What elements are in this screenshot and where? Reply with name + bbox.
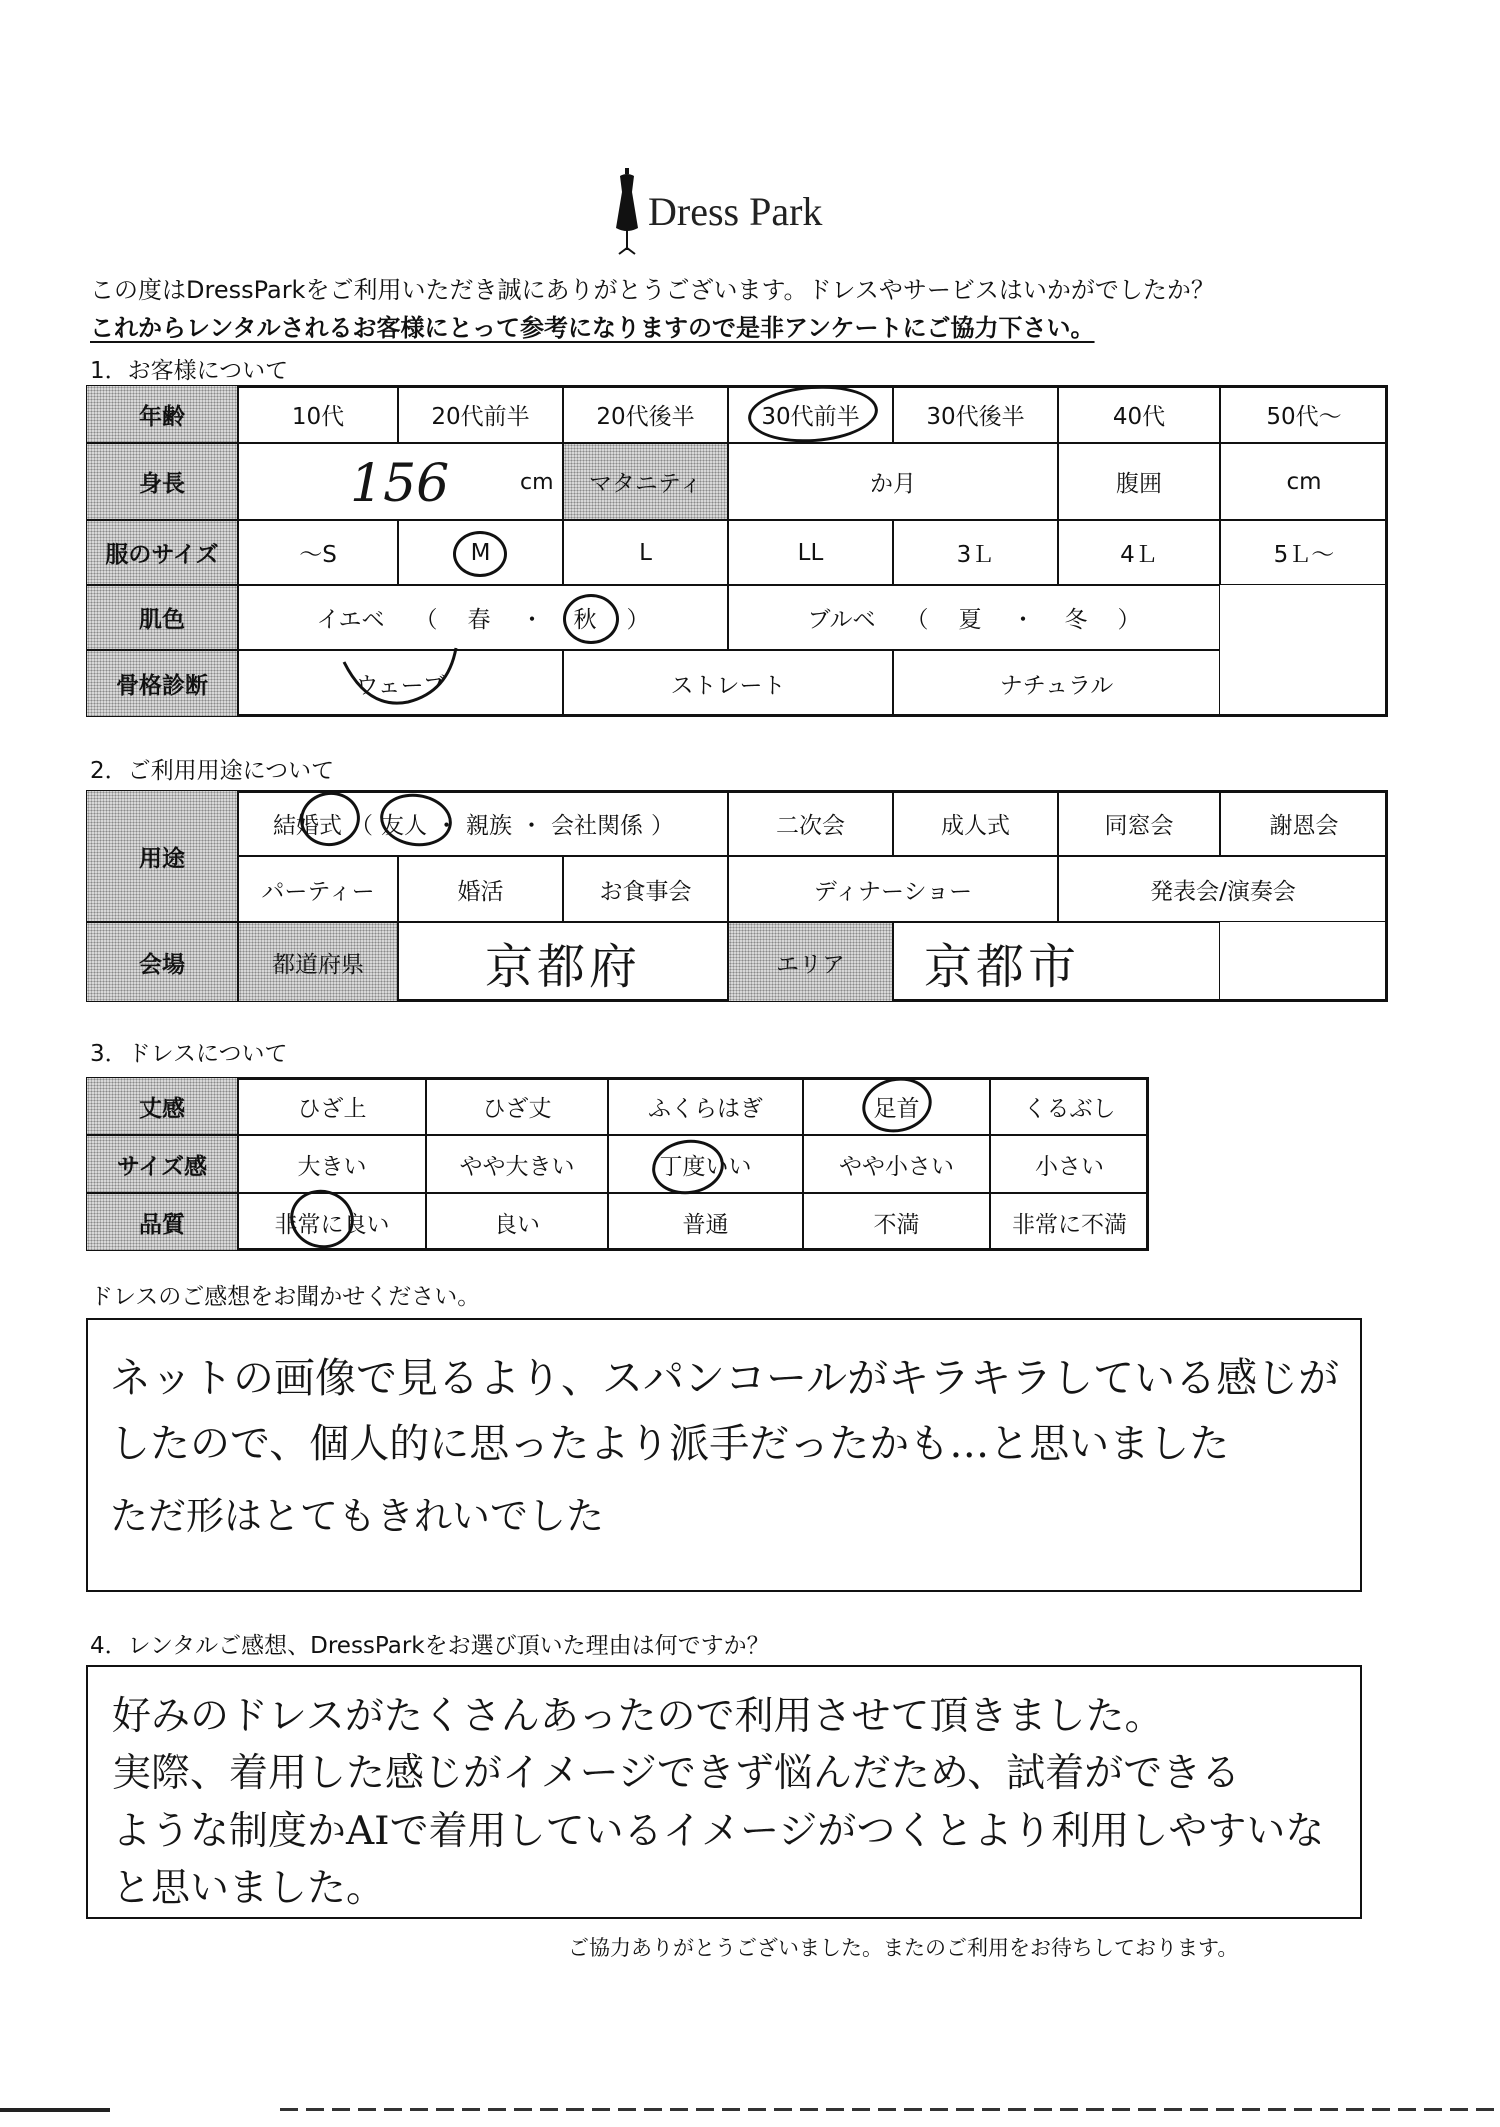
relatives-option[interactable]: 親族 (466, 812, 512, 839)
age-label: 年齢 (86, 385, 238, 443)
quality-option[interactable]: 良い (426, 1193, 608, 1251)
prefecture-field[interactable] (398, 922, 728, 1002)
purpose-option[interactable]: 二次会 (728, 790, 893, 856)
rental-comment-line: と思いました。 (112, 1866, 386, 1911)
size-label: 服のサイズ (86, 520, 238, 585)
area-label: エリア (728, 922, 893, 1002)
quality-option[interactable]: 普通 (608, 1193, 803, 1251)
venue-label: 会場 (86, 922, 238, 1002)
fit-option[interactable]: 小さい (990, 1135, 1149, 1193)
age-option[interactable]: 30代後半 (893, 385, 1058, 443)
age-option[interactable]: 50代～ (1220, 385, 1388, 443)
quality-option[interactable]: 非常に不満 (990, 1193, 1149, 1251)
autumn-option-selected[interactable]: 秋 (573, 607, 597, 633)
size-option-selected[interactable]: M (398, 520, 563, 585)
length-option-selected[interactable]: 足首 (803, 1077, 990, 1135)
purpose-option[interactable]: 同窓会 (1058, 790, 1220, 856)
purpose-option[interactable]: 成人式 (893, 790, 1058, 856)
skin-label: 肌色 (86, 585, 238, 650)
area-field[interactable] (893, 922, 1220, 1002)
quality-label: 品質 (86, 1193, 238, 1251)
fit-option[interactable]: やや小さい (803, 1135, 990, 1193)
winter-option[interactable]: 冬 (1064, 607, 1088, 633)
section-2-title: 2．ご利用用途について (90, 758, 335, 784)
dress-comment-line: ただ形はとてもきれいでした (110, 1494, 605, 1538)
summer-option[interactable]: 夏 (958, 607, 982, 633)
selection-circle (563, 594, 619, 644)
length-option[interactable]: ふくらはぎ (608, 1077, 803, 1135)
blue-base-label: ブルベ (807, 607, 876, 633)
blue-base-group (728, 585, 1220, 650)
maternity-label: マタニティ (563, 443, 728, 520)
size-option[interactable]: 5Ｌ～ (1220, 520, 1388, 585)
length-option[interactable]: ひざ上 (238, 1077, 426, 1135)
dress-form-icon (612, 166, 642, 258)
size-option[interactable]: L (563, 520, 728, 585)
separator: ・ (435, 812, 458, 839)
fit-option[interactable]: やや大きい (426, 1135, 608, 1193)
intro-request: これからレンタルされるお客様にとって参考になりますので是非アンケートにご協力下さい。 (90, 314, 1095, 342)
fit-label: サイズ感 (86, 1135, 238, 1193)
separator: ・ (520, 812, 543, 839)
purpose-option[interactable]: 発表会/演奏会 (1058, 856, 1388, 922)
height-unit: cm (520, 470, 554, 495)
length-option[interactable]: くるぶし (990, 1077, 1149, 1135)
separator: ・ (520, 607, 544, 633)
months-field[interactable]: か月 (728, 443, 1058, 520)
quality-option[interactable]: 不満 (803, 1193, 990, 1251)
selection-circle (453, 531, 507, 577)
rental-comment-line: ような制度かAIで着用しているイメージがつくとより利用しやすいな (112, 1809, 1325, 1854)
paren-open: （ (414, 607, 438, 633)
prefecture-label: 都道府県 (238, 922, 398, 1002)
section-4-title: 4．レンタルご感想、DressParkをお選び頂いた理由は何ですか？ (90, 1633, 770, 1659)
wedding-option-selected[interactable]: 結婚式 (273, 812, 342, 839)
purpose-option[interactable]: 婚活 (398, 856, 563, 922)
purpose-label: 用途 (86, 790, 238, 922)
dress-comment-line: ネットの画像で見るより、スパンコールがキラキラしている感じが (110, 1354, 1340, 1402)
bone-label: 骨格診断 (86, 650, 238, 717)
bone-option-selected[interactable]: ウェーブ (238, 650, 563, 717)
waist-unit: cm (1220, 443, 1388, 520)
paren-close: ） (1117, 607, 1141, 633)
height-value: 156 (350, 454, 450, 514)
rental-comment-line: 好みのドレスがたくさんあったので利用させて頂きました。 (112, 1694, 1164, 1739)
spring-option[interactable]: 春 (467, 607, 491, 633)
yellow-base-group (238, 585, 728, 650)
brand-name: Dress Park (648, 189, 823, 234)
scan-edge (280, 2108, 1500, 2111)
selection-checkmark (338, 640, 468, 720)
paren-close: ） (626, 607, 650, 633)
age-option[interactable]: 40代 (1058, 385, 1220, 443)
company-option[interactable]: 会社関係 (551, 812, 643, 839)
section-3-title: 3．ドレスについて (90, 1041, 288, 1067)
yellow-base-label: イエベ (316, 607, 385, 633)
fit-option[interactable]: 大きい (238, 1135, 426, 1193)
purpose-option[interactable]: パーティー (238, 856, 398, 922)
dresspark-logo (612, 166, 852, 258)
height-label: 身長 (86, 443, 238, 520)
fit-option-selected[interactable]: 丁度いい (608, 1135, 803, 1193)
paren-open: （ (905, 607, 929, 633)
age-option[interactable]: 10代 (238, 385, 398, 443)
purpose-option[interactable]: お食事会 (563, 856, 728, 922)
scan-edge (0, 2108, 110, 2112)
length-option[interactable]: ひざ丈 (426, 1077, 608, 1135)
section-1-title: 1．お客様について (90, 358, 289, 384)
size-option[interactable]: 4Ｌ (1058, 520, 1220, 585)
size-option[interactable]: 3Ｌ (893, 520, 1058, 585)
separator: ・ (1011, 607, 1035, 633)
intro-text: この度はDressParkをご利用いただき誠にありがとうございます。ドレスやサービスはいかがでしたか？ (90, 276, 1215, 304)
age-option[interactable]: 20代前半 (398, 385, 563, 443)
quality-option-selected[interactable]: 非常に良い (238, 1193, 426, 1251)
purpose-option[interactable]: 謝恩会 (1220, 790, 1388, 856)
age-option-selected[interactable]: 30代前半 (728, 385, 893, 443)
footer-thanks: ご協力ありがとうございました。またのご利用をお待ちしております。 (568, 1936, 1239, 1960)
paren-open: （ (350, 812, 373, 839)
prefecture-value: 京都府 (484, 938, 641, 995)
age-option[interactable]: 20代後半 (563, 385, 728, 443)
paren-close: ） (651, 812, 674, 839)
bone-option[interactable]: ナチュラル (893, 650, 1220, 717)
rental-comment-line: 実際、着用した感じがイメージできず悩んだため、試着ができる (112, 1751, 1241, 1796)
area-value: 京都市 (924, 938, 1081, 995)
bone-option[interactable]: ストレート (563, 650, 893, 717)
length-label: 丈感 (86, 1077, 238, 1135)
dress-comment-prompt: ドレスのご感想をお聞かせください。 (90, 1284, 481, 1310)
friend-option-selected[interactable]: 友人 (381, 812, 427, 839)
size-option[interactable]: LL (728, 520, 893, 585)
dress-comment-line: したので、個人的に思ったより派手だったかも…と思いました (110, 1421, 1230, 1467)
size-option[interactable]: ～S (238, 520, 398, 585)
purpose-option[interactable]: ディナーショー (728, 856, 1058, 922)
waist-label: 腹囲 (1058, 443, 1220, 520)
